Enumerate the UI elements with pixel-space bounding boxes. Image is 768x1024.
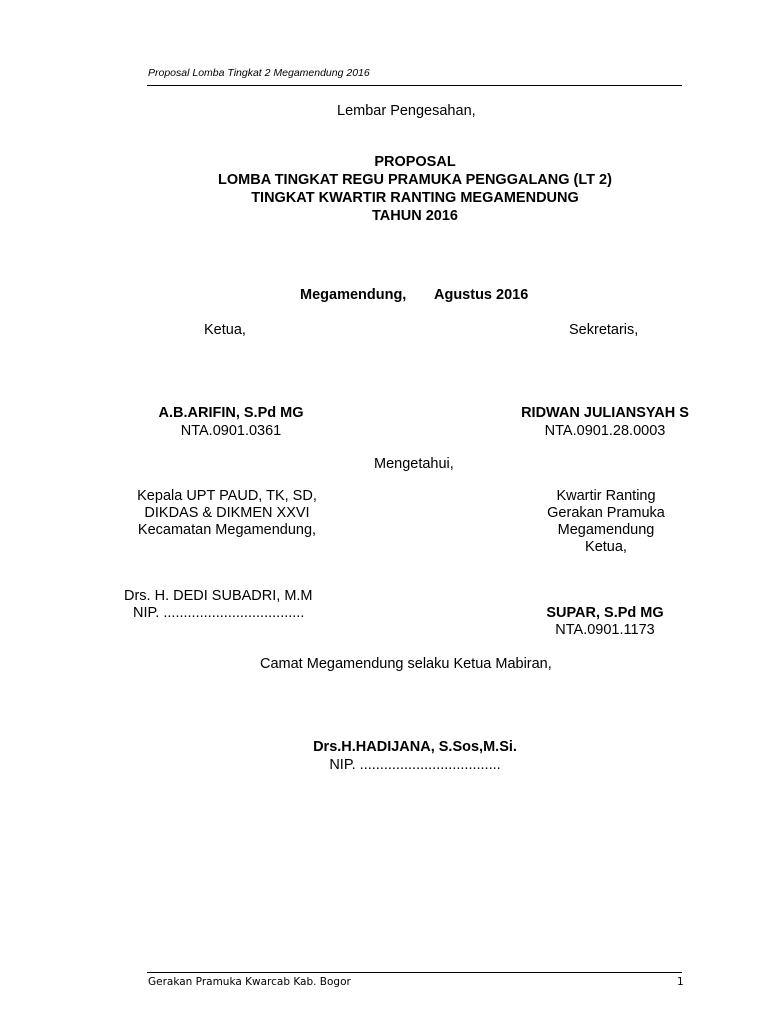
ketua-role: Ketua,: [204, 322, 246, 338]
proposal-line-3: TINGKAT KWARTIR RANTING MEGAMENDUNG: [251, 190, 579, 206]
sheet-title: Lembar Pengesahan,: [337, 103, 476, 119]
kwartir-name: SUPAR, S.Pd MG: [546, 605, 664, 621]
proposal-line-1: PROPOSAL: [374, 154, 456, 170]
page-footer: Gerakan Pramuka Kwarcab Kab. Bogor: [148, 976, 351, 988]
camat-nip: NIP. ...................................: [329, 757, 501, 773]
proposal-title-block: [150, 153, 680, 225]
sekretaris-name: RIDWAN JULIANSYAH S: [521, 405, 689, 421]
kwartir-nta: NTA.0901.1173: [555, 622, 655, 638]
ketua-name: A.B.ARIFIN, S.Pd MG: [158, 405, 304, 421]
ketua-nta: NTA.0901.0361: [180, 423, 282, 439]
kepala-upt-line-2: DIKDAS & DIKMEN XXVI: [144, 505, 310, 521]
kwartir-title: [520, 488, 692, 556]
kepala-upt-line-3: Kecamatan Megamendung,: [137, 522, 317, 538]
kepala-upt-nip: NIP. ...................................: [133, 605, 305, 621]
date: Agustus 2016: [434, 287, 529, 303]
page-header: Proposal Lomba Tingkat 2 Megamendung 2016: [148, 67, 370, 79]
proposal-line-4: TAHUN 2016: [372, 208, 458, 224]
sekretaris-nta: NTA.0901.28.0003: [544, 423, 666, 439]
proposal-line-2: LOMBA TINGKAT REGU PRAMUKA PENGGALANG (LT 2): [218, 172, 612, 188]
header-divider: [147, 85, 682, 86]
kepala-upt-name: Drs. H. DEDI SUBADRI, M.M: [124, 588, 313, 604]
place: Megamendung,: [300, 287, 407, 303]
sekretaris-role: Sekretaris,: [569, 322, 639, 338]
kepala-upt-line-1: Kepala UPT PAUD, TK, SD,: [137, 488, 317, 504]
kwartir-line-2: Gerakan Pramuka: [547, 505, 665, 521]
mengetahui-label: Mengetahui,: [374, 456, 454, 472]
kwartir-line-1: Kwartir Ranting: [556, 488, 656, 504]
page-number: 1: [677, 976, 684, 988]
kepala-upt-title: [120, 488, 334, 539]
camat-name: Drs.H.HADIJANA, S.Sos,M.Si.: [313, 739, 517, 755]
kwartir-line-3: Megamendung: [557, 522, 655, 538]
footer-divider: [147, 972, 682, 973]
camat-role: Camat Megamendung selaku Ketua Mabiran,: [260, 656, 552, 672]
kwartir-line-4: Ketua,: [585, 539, 627, 555]
